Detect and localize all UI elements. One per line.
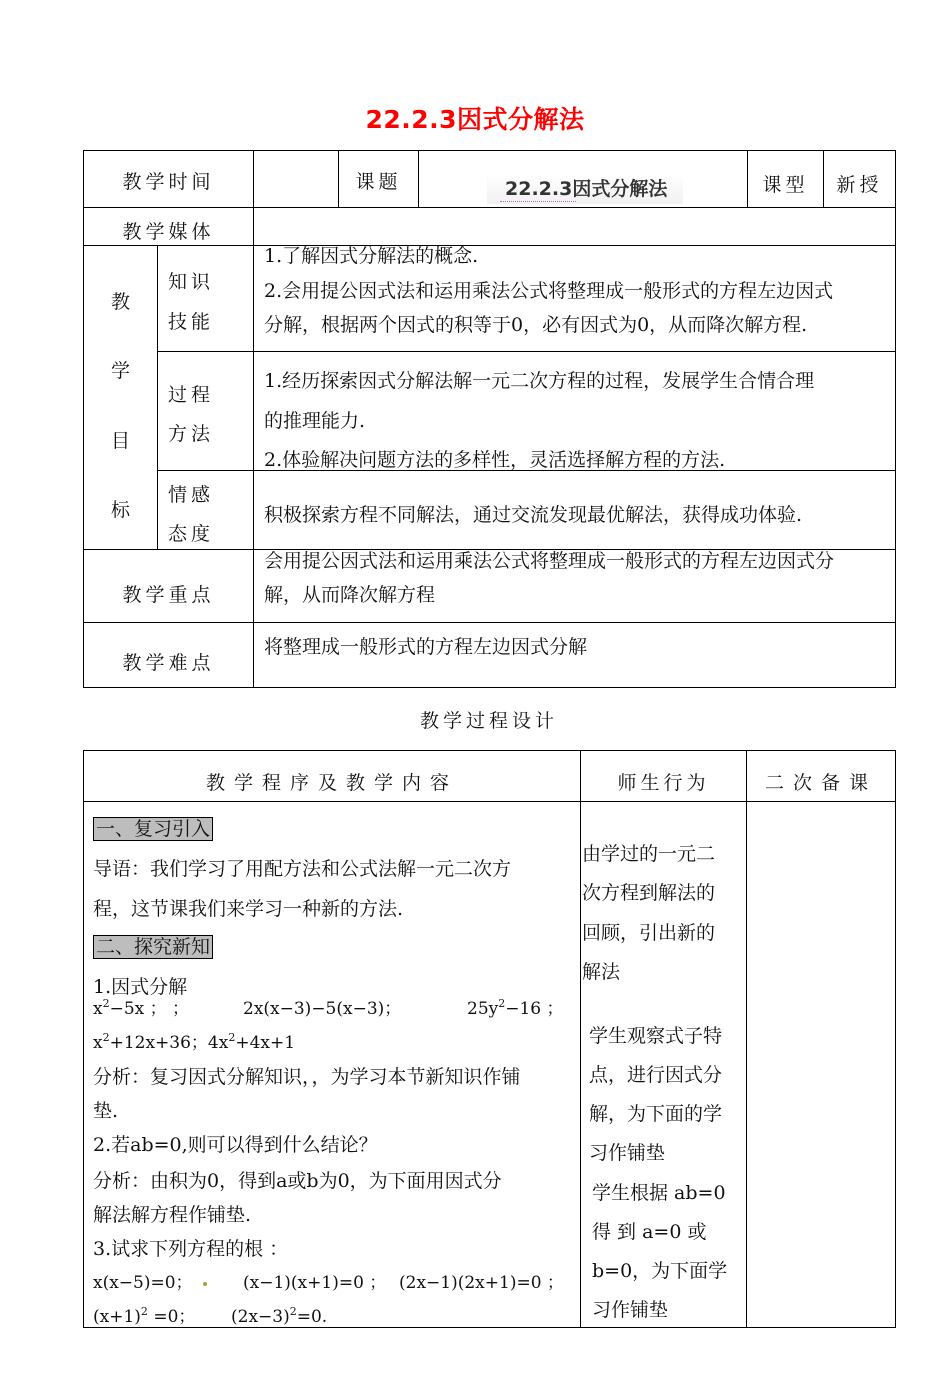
item2-title: 2.若ab=0,则可以得到什么结论？ — [93, 1134, 378, 1156]
behavior2-line-3: 解，为下面的学 — [589, 1103, 723, 1125]
difficulty-line-1: 将整理成一般形式的方程左边因式分解 — [264, 636, 588, 658]
analysis1-line-2: 垫. — [93, 1100, 119, 1122]
document-title: 22.2.3因式分解法 — [365, 105, 585, 134]
equation-3: (2x−1)(2x+1)=0 ； — [399, 1273, 564, 1293]
expression-c: $25y^2-16$ ； — [467, 997, 564, 1019]
equation-5: $(2x-3)^2=0$. — [231, 1305, 328, 1327]
type-value: 新授 — [836, 174, 883, 196]
knowledge-label-2: 技能 — [168, 311, 215, 333]
behavior1-line-3: 回顾，引出新的 — [582, 922, 716, 944]
intro-line-2: 程，这节课我们来学习一种新的方法. — [93, 898, 404, 920]
stray-dot — [203, 1282, 207, 1286]
behavior3-line-2: 得 到 a=0 或 — [592, 1221, 707, 1243]
equation-4: $(x+1)^2 =0$； — [93, 1305, 196, 1327]
knowledge-line-1: 1.了解因式分解法的概念. — [264, 245, 479, 267]
behavior2-line-1: 学生观察式子特 — [589, 1025, 723, 1047]
time-label: 教学时间 — [122, 171, 215, 193]
knowledge-line-3: 分解，根据两个因式的积等于0，必有因式为0，从而降次解方程. — [264, 314, 808, 336]
process-line-3: 2.体验解决问题方法的多样性，灵活选择解方程的方法. — [264, 449, 726, 471]
behavior1-line-4: 解法 — [582, 961, 621, 983]
behavior3-line-1: 学生根据 ab=0 — [592, 1182, 726, 1204]
topic-title-image — [487, 174, 683, 204]
key-line-1: 会用提公因式法和运用乘法公式将整理成一般形式的方程左边因式分 — [264, 550, 835, 572]
intro-line-1: 导语：我们学习了用配方法和公式法解一元二次方 — [93, 858, 512, 880]
process-design-title: 教学过程设计 — [419, 710, 558, 732]
topic-title-text: 22.2.3因式分解法 — [505, 178, 668, 200]
key-label: 教学重点 — [122, 584, 215, 606]
media-label: 教学媒体 — [122, 221, 215, 243]
section-heading-explore: 二、探究新知 — [93, 927, 213, 967]
item3-title: 3.试求下列方程的根 ： — [93, 1238, 289, 1260]
header-content: 教学程序及教学内容 — [205, 772, 458, 794]
goals-label-char-4: 标 — [110, 499, 130, 521]
spellcheck-underline — [500, 201, 576, 202]
equation-2: (x−1)(x+1)=0 ； — [243, 1273, 387, 1293]
type-label: 课型 — [762, 174, 809, 196]
header-second-prep: 二次备课 — [764, 772, 877, 794]
expression-a: $x^2-5x$ ； ； — [93, 997, 190, 1019]
process-label-2: 方法 — [168, 423, 215, 445]
expression-d: $x^2+12x+36$；$4x^2+4x+1$ — [93, 1031, 296, 1053]
process-line-2: 的推理能力. — [264, 410, 366, 432]
knowledge-label-1: 知识 — [168, 271, 215, 293]
attitude-line-1: 积极探索方程不同解法，通过交流发现最优解法，获得成功体验. — [264, 504, 803, 526]
goals-label-char-3: 目 — [110, 430, 130, 452]
attitude-label-2: 态度 — [168, 523, 215, 545]
process-label-1: 过程 — [168, 384, 215, 406]
behavior1-line-1: 由学过的一元二 — [582, 843, 716, 865]
difficulty-label: 教学难点 — [122, 652, 215, 674]
attitude-label-1: 情感 — [168, 484, 215, 506]
analysis2-line-1: 分析：由积为0，得到a或b为0，为下面用因式分 — [93, 1170, 502, 1192]
key-line-2: 解，从而降次解方程 — [264, 584, 436, 606]
process-line-1: 1.经历探索因式分解法解一元二次方程的过程，发展学生合情合理 — [264, 370, 815, 392]
item1-title: 1.因式分解 — [93, 976, 188, 998]
analysis2-line-2: 解法解方程作铺垫. — [93, 1204, 252, 1226]
topic-label: 课题 — [355, 171, 402, 193]
behavior2-line-2: 点，进行因式分 — [589, 1064, 723, 1086]
knowledge-line-2: 2.会用提公因式法和运用乘法公式将整理成一般形式的方程左边因式 — [264, 280, 834, 302]
behavior3-line-4: 习作铺垫 — [592, 1299, 669, 1321]
goals-label-char-2: 学 — [110, 360, 130, 382]
behavior3-line-3: b=0，为下面学 — [592, 1260, 728, 1282]
equation-1: x(x−5)=0； — [93, 1273, 193, 1293]
behavior1-line-2: 次方程到解法的 — [582, 882, 716, 904]
expression-b: 2x(x−3)−5(x−3)； — [243, 999, 402, 1019]
analysis1-line-1: 分析：复习因式分解知识，，为学习本节新知识作铺 — [93, 1066, 521, 1088]
goals-label-char-1: 教 — [110, 291, 130, 313]
behavior2-line-4: 习作铺垫 — [589, 1142, 666, 1164]
section-heading-review: 一、复习引入 — [93, 809, 213, 849]
header-behavior: 师生行为 — [617, 772, 710, 794]
